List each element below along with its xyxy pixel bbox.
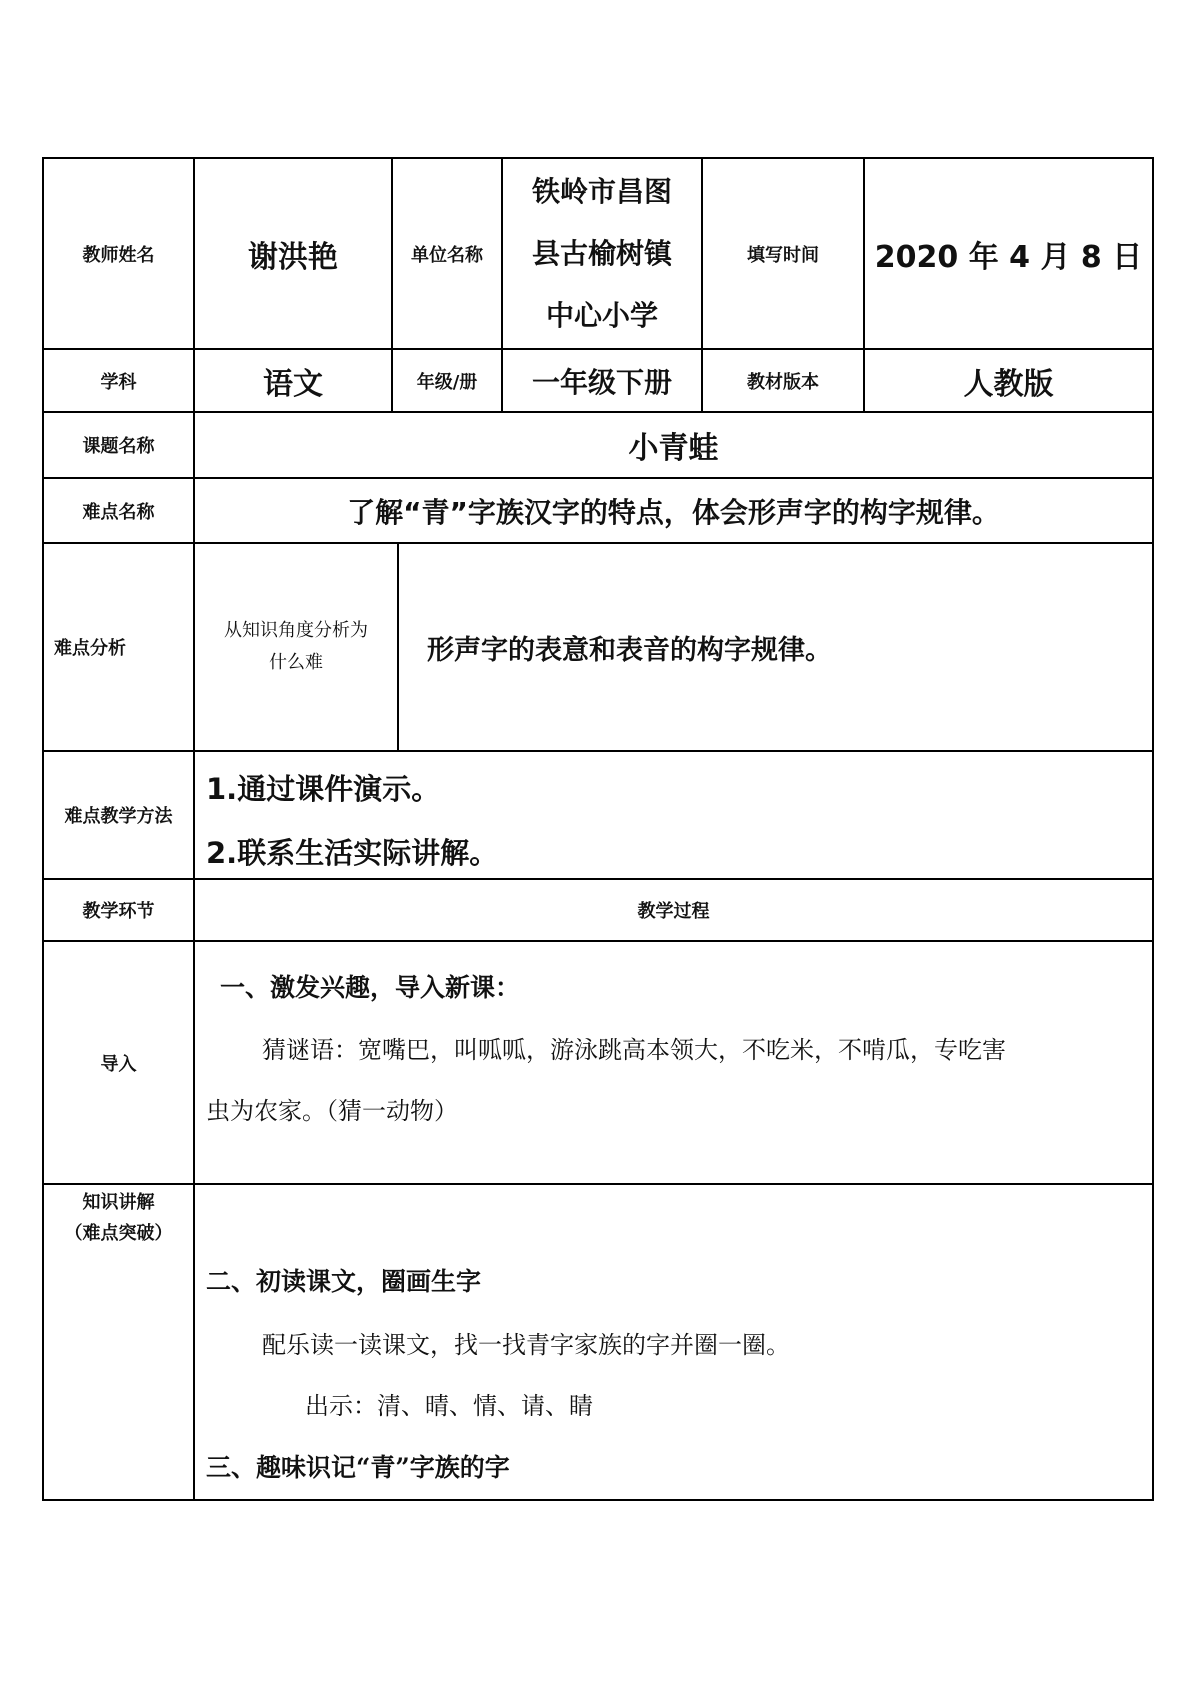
analysis-label: 难点分析 [54,638,126,659]
rule [42,1499,1154,1501]
rule [42,750,1154,752]
unit-name-line: 县古榆树镇 [531,236,672,270]
unit-name-label: 单位名称 [411,244,483,266]
fill-date-value: 2020 年 4 月 8 日 [874,239,1143,275]
analysis-sub-label-line: 从知识角度分析为 [224,620,368,641]
process-left-header: 教学环节 [82,901,155,922]
intro-heading: 一、激发兴趣，导入新课： [220,973,521,1002]
unit-name-value [503,159,701,348]
fill-date-label: 填写时间 [747,244,819,266]
knowledge-label-line: 知识讲解 [82,1192,155,1213]
intro-label: 导入 [100,1053,137,1075]
method-item-1: 1.通过课件演示。 [206,772,441,806]
topic-label: 课题名称 [82,436,155,457]
edition-value: 人教版 [963,366,1054,402]
unit-name-line: 铁岭市昌图 [531,174,672,208]
knowledge-label [44,1185,193,1251]
grade-value: 一年级下册 [531,365,672,399]
intro-line-1: 猜谜语：宽嘴巴，叫呱呱，游泳跳高本领大，不吃米，不啃瓜，专吃害 [262,1036,1006,1064]
rule [42,940,1154,942]
rule [1152,157,1154,1501]
topic-value: 小青蛙 [628,431,719,466]
analysis-sub-label-line: 什么难 [269,652,323,673]
difficulty-label: 难点名称 [82,501,155,523]
method-item-2: 2.联系生活实际讲解。 [206,836,499,870]
knowledge-label-line: （难点突破） [64,1223,173,1244]
knowledge-line-1: 配乐读一读课文，找一找青字家族的字并圈一圈。 [262,1331,790,1359]
grade-label: 年级/册 [416,371,478,393]
rule [42,1183,1154,1185]
intro-line-2: 虫为农家。（猜一动物） [206,1097,458,1125]
analysis-sub-label [195,544,397,750]
subject-value: 语文 [263,366,323,402]
analysis-value: 形声字的表意和表音的构字规律。 [427,634,832,666]
subject-label: 学科 [100,371,137,393]
knowledge-heading-1: 二、初读课文，圈画生字 [206,1267,482,1296]
process-right-header: 教学过程 [637,901,710,922]
method-label: 难点教学方法 [64,806,173,827]
teacher-name-label: 教师姓名 [82,244,155,266]
teacher-name-value: 谢洪艳 [248,239,338,275]
unit-name-line: 中心小学 [545,298,658,332]
knowledge-heading-2: 三、趣味识记“青”字族的字 [206,1453,510,1482]
knowledge-line-2: 出示：清、晴、情、请、睛 [305,1392,593,1420]
difficulty-value: 了解“青”字族汉字的特点，体会形声字的构字规律。 [347,495,1000,529]
edition-label: 教材版本 [747,371,819,393]
